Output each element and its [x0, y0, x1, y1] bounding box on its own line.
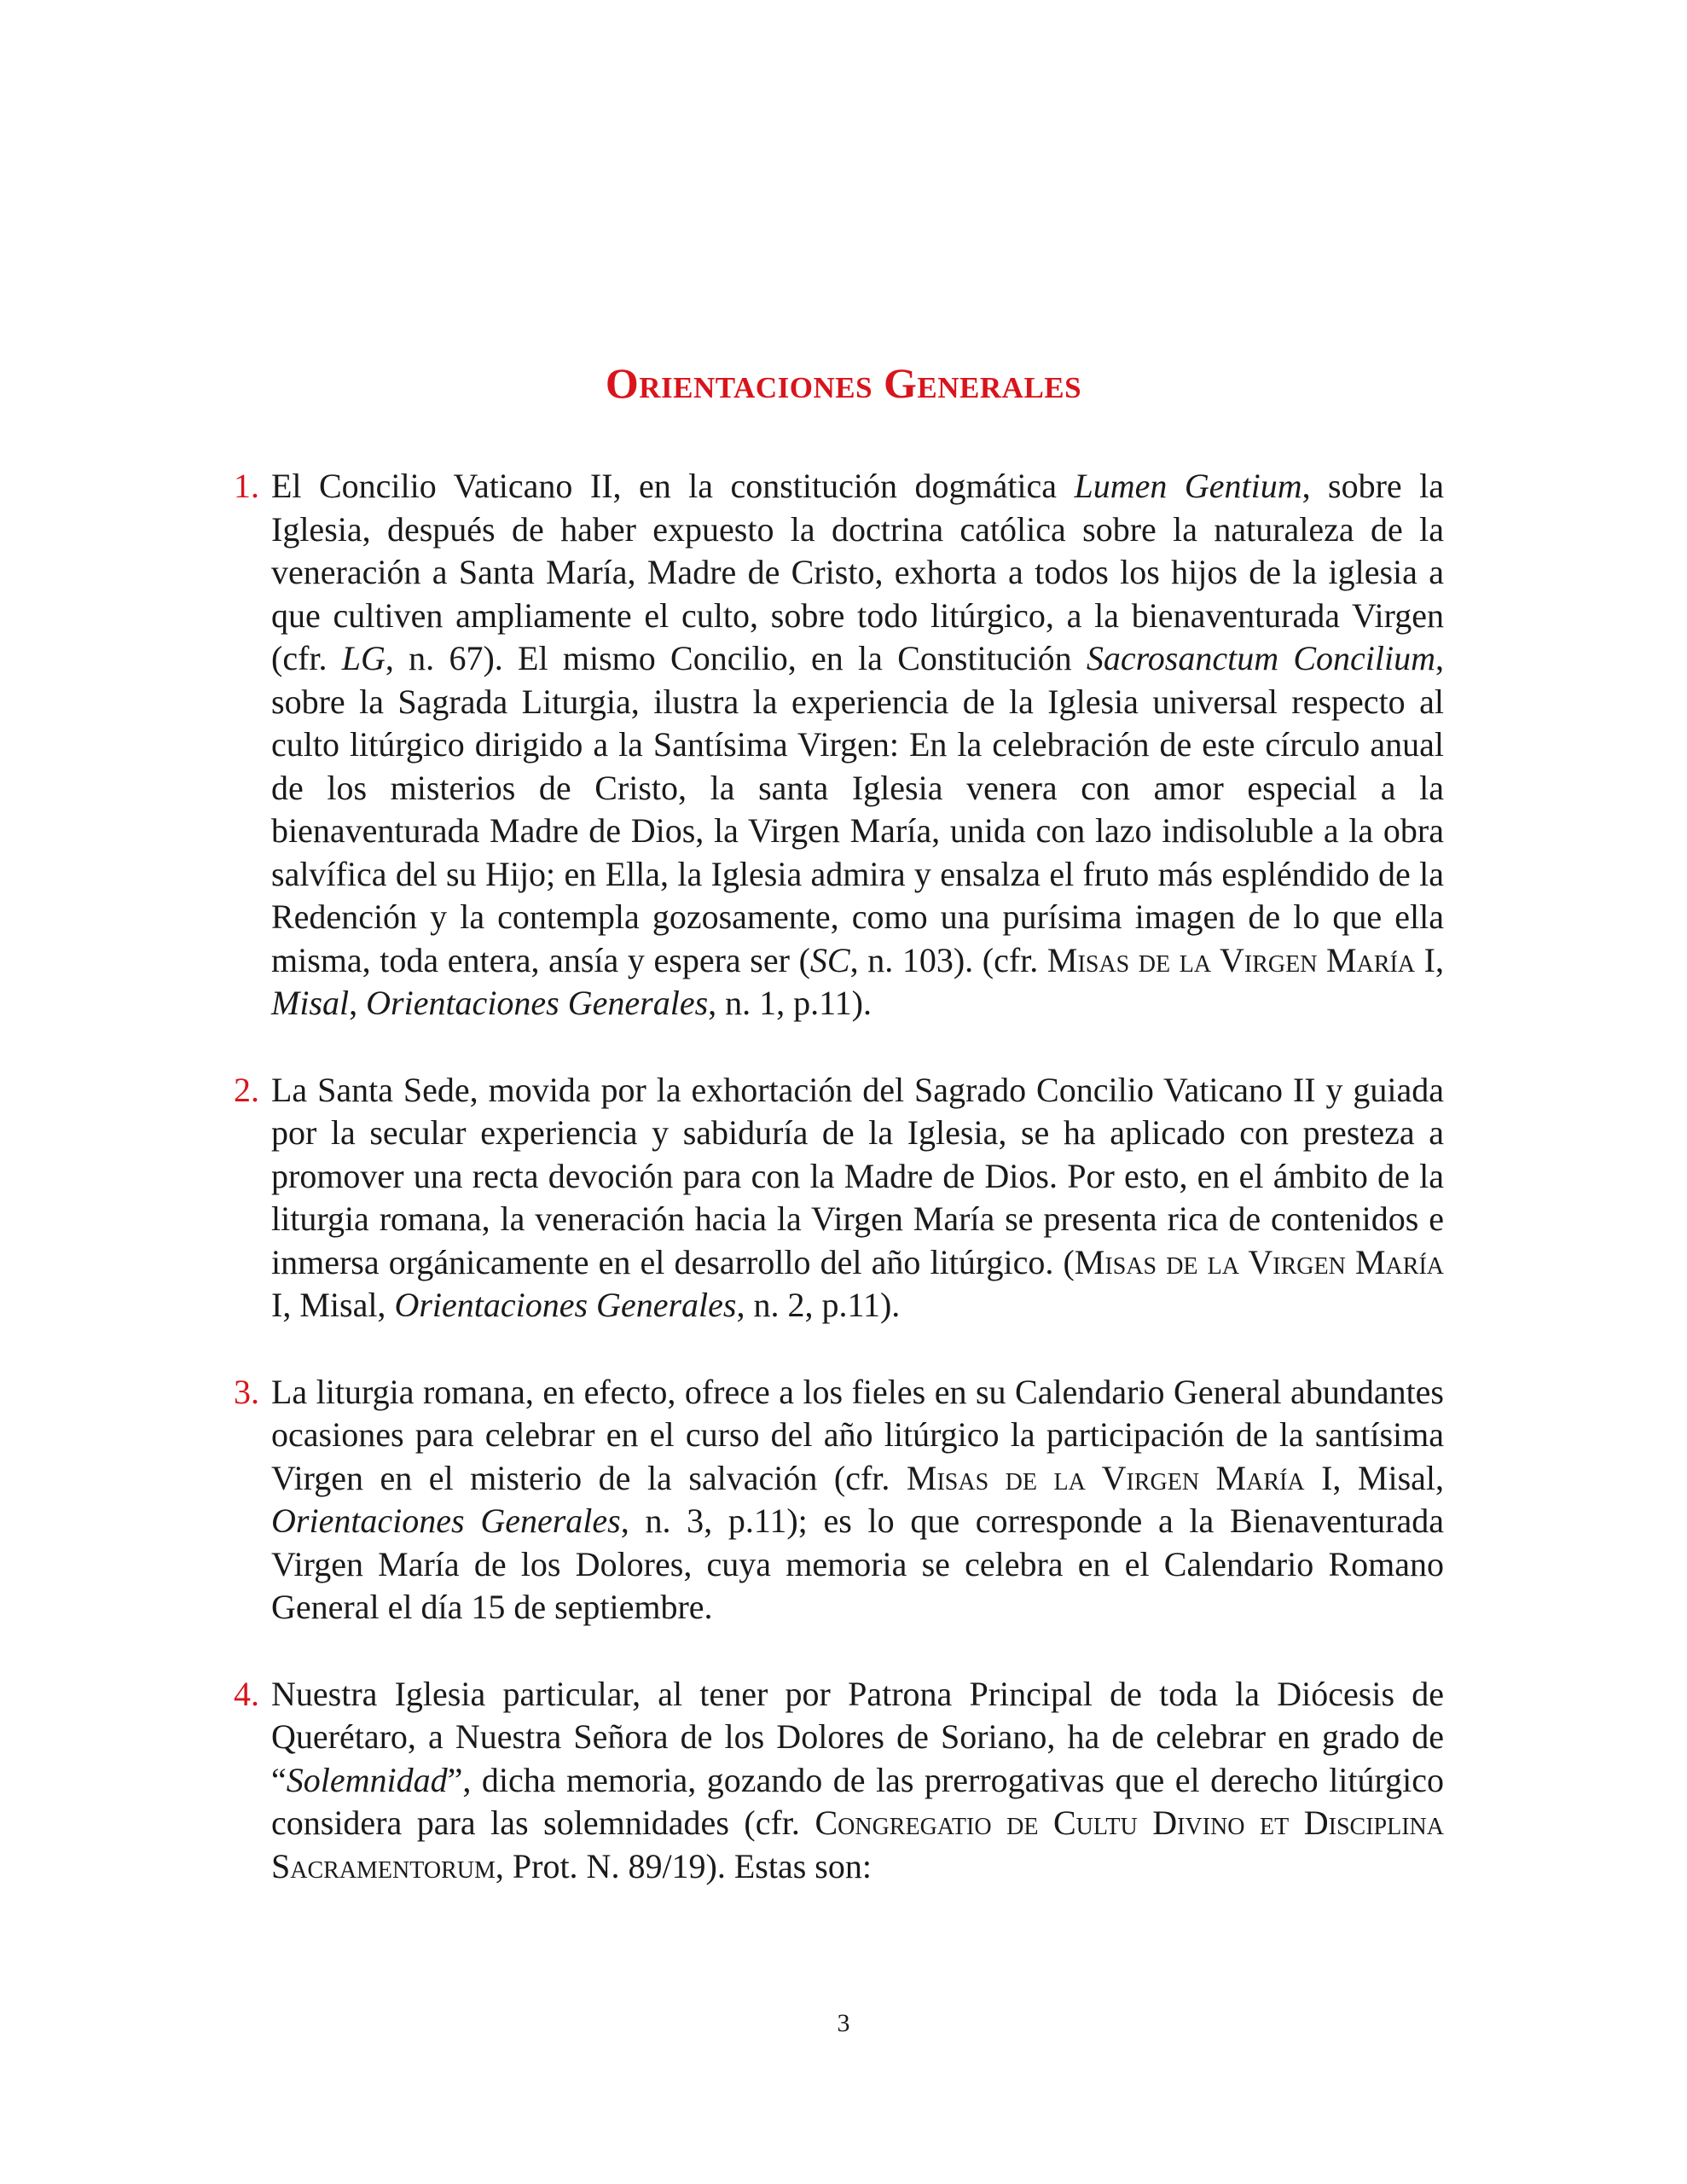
text-run: , [349, 984, 367, 1022]
italic-text: SC [809, 940, 850, 979]
item-number: 2. [234, 1070, 259, 1109]
text-run: I, Misal, [271, 1286, 395, 1324]
small-caps-text: Misas de la Virgen María [1074, 1242, 1444, 1281]
small-caps-text: Misas de la Virgen María [1046, 940, 1416, 979]
list-item [234, 1069, 1444, 1327]
italic-text: Misal [271, 984, 350, 1022]
text-run: I, [1415, 940, 1444, 979]
text-run: , n. 103). (cfr. [849, 940, 1047, 979]
italic-text: Solemnidad [286, 1760, 448, 1799]
item-text [271, 1373, 1444, 1627]
numbered-list [234, 465, 1445, 1931]
text-run: , Prot. N. 89/19). Estas son: [495, 1846, 872, 1885]
text-run: La Santa Sede, movida por la exhortación del Sagrado Concilio Vaticano II y guiada por la secular experiencia y sabiduría de la Iglesia, se ha aplicado con presteza a promover una recta devoción para con la Madre de Dios. Por esto, en el ámbito de la liturgia romana, la veneración hacia la Virgen María se presenta rica de contenidos e inmersa orgánicamente en el desarrollo del año litúrgico. ( [271, 1070, 1444, 1281]
text-run: La liturgia romana, en efecto, ofrece a los fieles en su Calendario General abundantes ocasiones para celebrar en el curso del año litúrgico la participación de la santísima Virgen en el misterio de la salvación (cfr. [271, 1372, 1444, 1497]
italic-text: Orientaciones Generales [366, 984, 709, 1022]
item-text [271, 1675, 1444, 1885]
small-caps-text: Misas de la Virgen María [906, 1458, 1305, 1497]
text-run: , sobre la Iglesia, después de haber expuesto la doctrina católica sobre la naturaleza de la veneración a Santa María, Madre de Cristo, exhorta a todos los hijos de la iglesia a que cultiven ampliamente el culto, sobre todo litúrgico, a la bienaventurada Virgen (cfr. [271, 467, 1444, 677]
italic-text: Orientaciones Generales [394, 1286, 737, 1324]
italic-text: Orientaciones Generales [271, 1502, 621, 1540]
text-run: , n. 67). El mismo Concilio, en la Constitución [385, 639, 1087, 677]
text-run: El Concilio Vaticano II, en la constitución dogmática [271, 467, 1075, 505]
text-run: , n. 1, p.11). [708, 984, 872, 1022]
item-text [271, 1071, 1444, 1325]
item-text [271, 467, 1444, 1022]
italic-text: LG [341, 639, 386, 677]
text-run: I, Misal, [1304, 1458, 1445, 1497]
text-run: , n. 2, p.11). [736, 1286, 901, 1324]
italic-text: Sacrosanctum Concilium [1086, 639, 1436, 677]
page-title: Orientaciones Generales [605, 359, 1082, 407]
list-item [234, 1371, 1445, 1629]
text-run: , n. 3, p.11); es lo que corresponde a la Bienaventurada Virgen María de los Dolores, cuya memoria se celebra en el Calendario Romano General el día 15 de septiembre. [271, 1502, 1445, 1626]
small-caps-text: Congregatio de Cultu Divino et Disciplina Sacramentorum [271, 1804, 1444, 1885]
list-item [234, 1673, 1444, 1889]
list-item [234, 465, 1445, 1025]
page-number: 3 [837, 2009, 850, 2037]
item-number: 4. [234, 1674, 259, 1713]
text-run: , sobre la Sagrada Liturgia, ilustra la experiencia de la Iglesia universal respecto al culto litúrgico dirigido a la Santísima Virgen: En la celebración de este círculo anual de los misterios de Cristo, la santa Iglesia venera con amor especial a la bienaventurada Madre de Dios, la Virgen María, unida con lazo indisoluble a la obra salvífica del su Hijo; en Ella, la Iglesia admira y ensalza el fruto más espléndido de la Redención y la contempla gozosamente, como una purísima imagen de lo que ella misma, toda entera, ansía y espera ser ( [271, 639, 1445, 979]
item-number: 3. [234, 1372, 259, 1411]
italic-text: Lumen Gentium [1074, 467, 1302, 505]
item-number: 1. [234, 467, 259, 505]
text-run: Nuestra Iglesia particular, al tener por Patrona Principal de toda la Diócesis de Querétaro, a Nuestra Señora de los Dolores de Soriano, ha de celebrar en grado de “ [271, 1674, 1444, 1799]
text-run: ”, dicha memoria, gozando de las prerrogativas que el derecho litúrgico considera para las solemnidades (cfr. [271, 1760, 1444, 1842]
